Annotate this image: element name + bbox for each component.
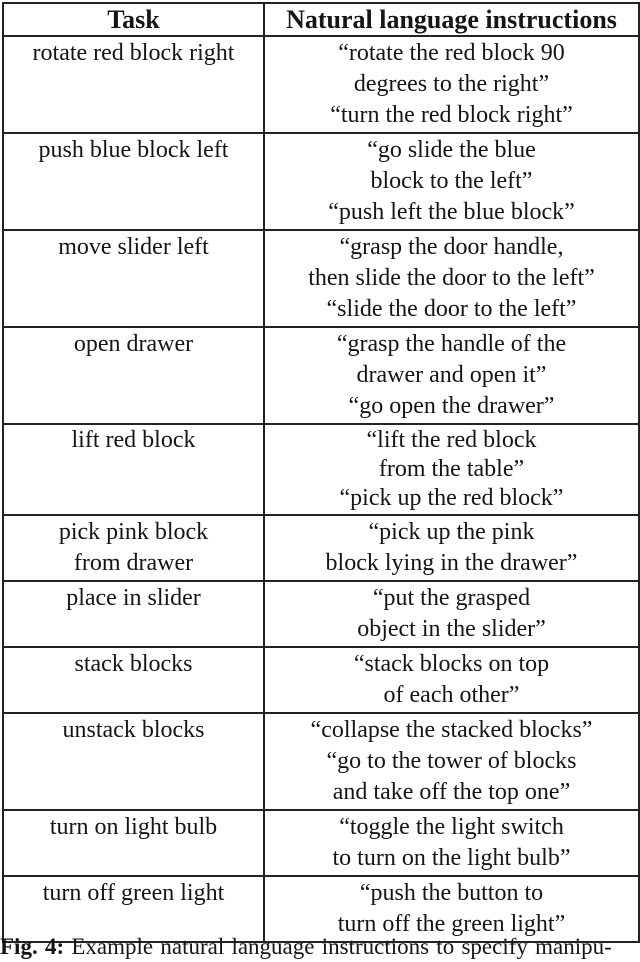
instruction-cell-line: “pick up the red block” [339,485,564,511]
figure-caption-label: Fig. 4: [0,934,65,959]
task-cell-line: lift red block [71,427,196,453]
instruction-cell-line: and take off the top one” [332,779,571,805]
table-row [3,133,639,230]
instruction-cell-line: “go to the tower of blocks [326,748,577,774]
table-row [3,230,639,327]
instruction-cell [264,36,639,133]
instruction-cell-line: from the table” [378,456,525,482]
task-cell [3,515,264,581]
instruction-cell-line: block lying in the drawer” [325,550,578,576]
figure-caption [0,932,640,962]
task-cell-line: open drawer [73,331,194,357]
task-cell [3,133,264,230]
instruction-cell-line: to turn on the light bulb” [332,845,571,871]
task-cell [3,327,264,424]
table-row [3,424,639,515]
instruction-cell-line: “slide the door to the left” [326,296,577,322]
document-page [0,2,640,959]
table-row [3,36,639,133]
task-cell-line: rotate red block right [32,40,235,66]
table-row [3,327,639,424]
instruction-cell-line: then slide the door to the left” [308,265,595,291]
instruction-cell-line: “lift the red block [366,427,537,453]
instruction-cell-line: “go open the drawer” [348,393,555,419]
instruction-cell-line: “pick up the pink [368,519,535,545]
instruction-cell [264,424,639,515]
instruction-cell [264,327,639,424]
instruction-cell-line: “push the button to [359,880,544,906]
instructions-table [2,2,640,943]
task-cell [3,810,264,876]
task-cell-line: push blue block left [38,137,229,163]
instruction-cell-line: “toggle the light switch [339,814,564,840]
instruction-cell-line: “grasp the handle of the [336,331,567,357]
instruction-cell [264,713,639,810]
table-row [3,515,639,581]
instruction-cell [264,515,639,581]
figure-caption-text: Example natural language instructions to specify manipu- [71,934,612,959]
instruction-cell-line: degrees to the right” [353,71,550,97]
task-cell [3,713,264,810]
instruction-cell [264,810,639,876]
task-cell [3,647,264,713]
task-cell-line: from drawer [73,550,194,576]
instruction-cell [264,647,639,713]
task-cell-line: turn off green light [42,880,225,906]
task-cell-line: place in slider [66,585,201,611]
instruction-cell-line: turn off the green light” [337,911,566,937]
instruction-cell [264,133,639,230]
table-row [3,581,639,647]
instruction-cell-line: “grasp the door handle, [339,234,564,260]
task-cell [3,230,264,327]
instruction-cell [264,230,639,327]
task-cell [3,36,264,133]
header-instructions: Natural language instructions [264,3,639,36]
table-body [3,36,639,942]
instruction-cell-line: “turn the red block right” [330,102,573,128]
table-row [3,713,639,810]
task-cell-line: unstack blocks [62,717,205,743]
task-cell-line: pick pink block [58,519,209,545]
instruction-cell-line: “stack blocks on top [353,651,550,677]
instruction-cell-line: “go slide the blue [367,137,536,163]
instruction-cell-line: of each other” [383,682,520,708]
task-cell [3,581,264,647]
task-cell [3,424,264,515]
instruction-cell [264,581,639,647]
table-row [3,647,639,713]
header-row [3,3,639,36]
instruction-cell-line: drawer and open it” [356,362,547,388]
task-cell-line: turn on light bulb [49,814,218,840]
instruction-cell-line: object in the slider” [357,616,546,642]
table-row [3,810,639,876]
instruction-cell-line: “push left the blue block” [328,199,575,225]
task-cell-line: move slider left [58,234,209,260]
instruction-cell-line: “rotate the red block 90 [338,40,565,66]
instruction-cell-line: block to the left” [370,168,533,194]
instruction-cell-line: “collapse the stacked blocks” [310,717,593,743]
task-cell-line: stack blocks [74,651,193,677]
header-task: Task [3,3,264,36]
instruction-cell-line: “put the grasped [372,585,531,611]
